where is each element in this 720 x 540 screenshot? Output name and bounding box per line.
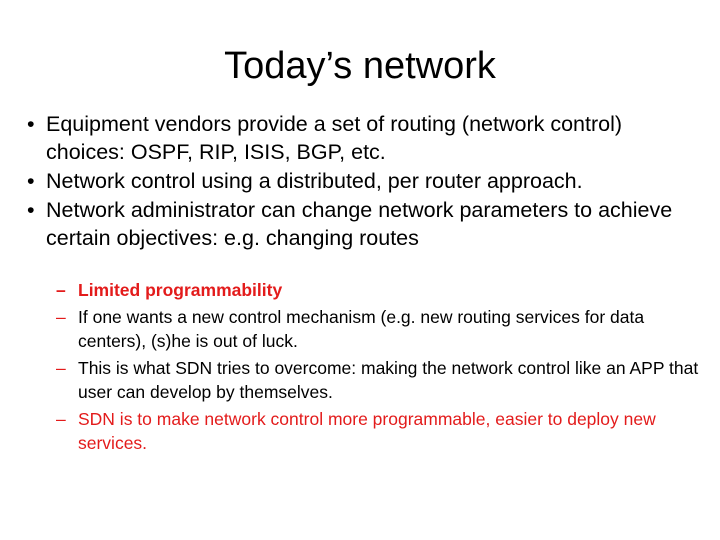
main-bullet-list	[28, 110, 698, 253]
dash-marker: –	[56, 357, 66, 378]
slide-title: Today’s network	[224, 45, 496, 87]
sub-bullet-text: SDN is to make network control more programmable, easier to deploy new services.	[78, 408, 656, 453]
dash-marker: –	[56, 280, 66, 300]
sub-bullet-text: Limited programmability	[78, 280, 283, 300]
sub-bullet-item	[56, 305, 706, 354]
dash-marker: –	[56, 306, 66, 327]
sub-bullet-list	[56, 276, 706, 456]
sub-bullet-item	[56, 278, 706, 303]
sub-bullet-text: This is what SDN tries to overcome: making the network control like an APP that user can develop by themselves.	[78, 357, 699, 402]
bullet-marker: •	[27, 169, 35, 193]
bullet-marker: •	[27, 198, 35, 222]
bullet-item	[28, 167, 698, 195]
sub-bullet-item	[56, 407, 706, 456]
bullet-text: Equipment vendors provide a set of routing (network control) choices: OSPF, RIP, ISIS, BGP, etc.	[46, 112, 623, 164]
bullet-text: Network administrator can change network parameters to achieve certain objectives: e.g. changing routes	[46, 198, 673, 250]
bullet-item	[28, 196, 698, 252]
bullet-item	[28, 110, 698, 166]
bullet-marker: •	[27, 112, 35, 136]
bullet-text: Network control using a distributed, per router approach.	[46, 169, 583, 193]
sub-bullet-text: If one wants a new control mechanism (e.g. new routing services for data centers), (s)he is out of luck.	[78, 306, 645, 351]
dash-marker: –	[56, 408, 66, 429]
sub-bullet-item	[56, 356, 706, 405]
